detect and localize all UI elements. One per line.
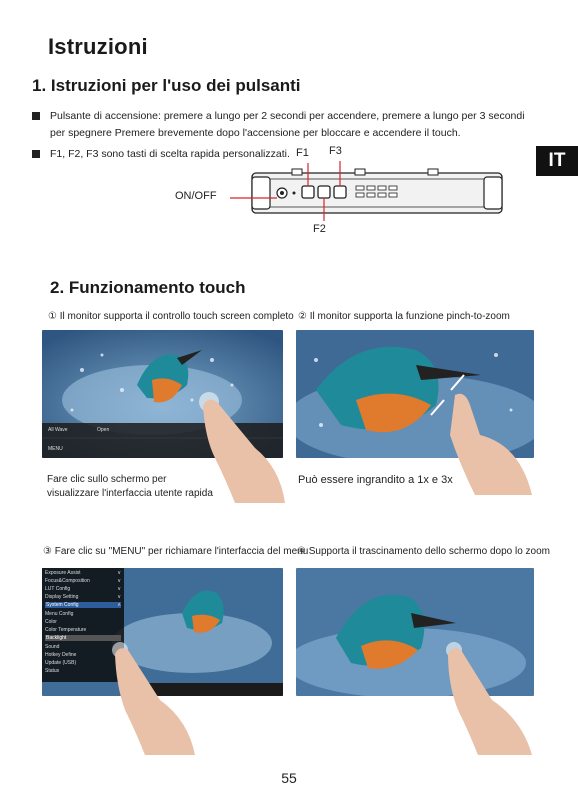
panel2-caption-bottom: Può essere ingrandito a 1x e 3x — [298, 474, 453, 486]
menu-item[interactable]: Exposure Assist — [45, 570, 81, 576]
section2-heading: 2. Funzionamento touch — [50, 278, 246, 297]
panel2-caption-top: ② Il monitor supporta la funzione pinch-to-zoom — [298, 311, 510, 322]
chevron-up-icon: ∧ — [117, 602, 121, 608]
bullet-power-line2: per spegnere Premere brevemente dopo l'accensione per bloccare e accendere il touch. — [50, 127, 461, 139]
chevron-down-icon: ∨ — [117, 594, 121, 600]
panel1-caption-top: ① Il monitor supporta il controllo touch screen completo — [48, 311, 294, 322]
page-title: Istruzioni — [48, 34, 148, 59]
bullet-square-icon — [32, 112, 40, 120]
chevron-down-icon: ∨ — [117, 586, 121, 592]
label-f3: F3 — [329, 145, 342, 157]
menu-subitem[interactable]: Menu Config — [45, 611, 74, 617]
hand-tap-icon — [195, 388, 290, 503]
overlay-menu-button[interactable]: MENU — [48, 446, 63, 452]
bullet-fkeys-text: F1, F2, F3 sono tasti di scelta rapida personalizzati. — [50, 148, 290, 160]
bullet-power-line1: Pulsante di accensione: premere a lungo per 2 secondi per accendere, premere a lungo per 3 secondi — [50, 110, 525, 122]
menu-subitem[interactable]: Sound — [45, 644, 60, 650]
bullet-square-icon — [32, 150, 40, 158]
overlay-all-wave[interactable]: All Wave — [48, 427, 68, 433]
menu-item[interactable]: Focus&Composition — [45, 578, 90, 584]
hand-tap-menu-icon — [110, 640, 200, 755]
label-on-off: ON/OFF — [175, 190, 217, 202]
page-number: 55 — [281, 770, 297, 786]
label-f1: F1 — [296, 147, 309, 159]
label-f2: F2 — [313, 223, 326, 235]
overlay-open[interactable]: Open — [97, 427, 110, 433]
hand-pinch-icon — [440, 385, 535, 495]
chevron-down-icon: ∨ — [117, 570, 121, 576]
menu-subitem[interactable]: Color Temperature — [45, 627, 87, 633]
menu-subitem-selected[interactable]: Backlight — [45, 635, 121, 641]
panel3-caption-top: ③ Fare clic su "MENU" per richiamare l'interfaccia del menu — [43, 546, 309, 557]
chevron-down-icon: ∨ — [117, 578, 121, 584]
menu-subitem[interactable]: Hotkey Define — [45, 652, 77, 658]
language-tab: IT — [536, 146, 578, 176]
menu-item-active[interactable]: System Config — [45, 602, 121, 608]
panel1-caption-bottom-1: Fare clic sullo schermo per — [47, 474, 167, 485]
bullet-power — [32, 108, 552, 144]
section1-heading: 1. Istruzioni per l'uso dei pulsanti — [32, 76, 301, 95]
menu-item[interactable]: Display Setting — [45, 594, 79, 600]
menu-subitem[interactable]: Status — [45, 668, 60, 674]
menu-subitem[interactable]: Update (USB) — [45, 660, 77, 666]
panel1-caption-bottom-2: visualizzare l'interfaccia utente rapida — [47, 488, 213, 499]
panel4-caption-top: ④ Supporta il trascinamento dello schermo dopo lo zoom — [297, 546, 550, 557]
menu-subitem[interactable]: Color — [45, 619, 57, 625]
monitor-top-diagram — [220, 155, 510, 225]
hand-drag-icon — [440, 640, 535, 755]
menu-item[interactable]: LUT Config — [45, 586, 71, 592]
